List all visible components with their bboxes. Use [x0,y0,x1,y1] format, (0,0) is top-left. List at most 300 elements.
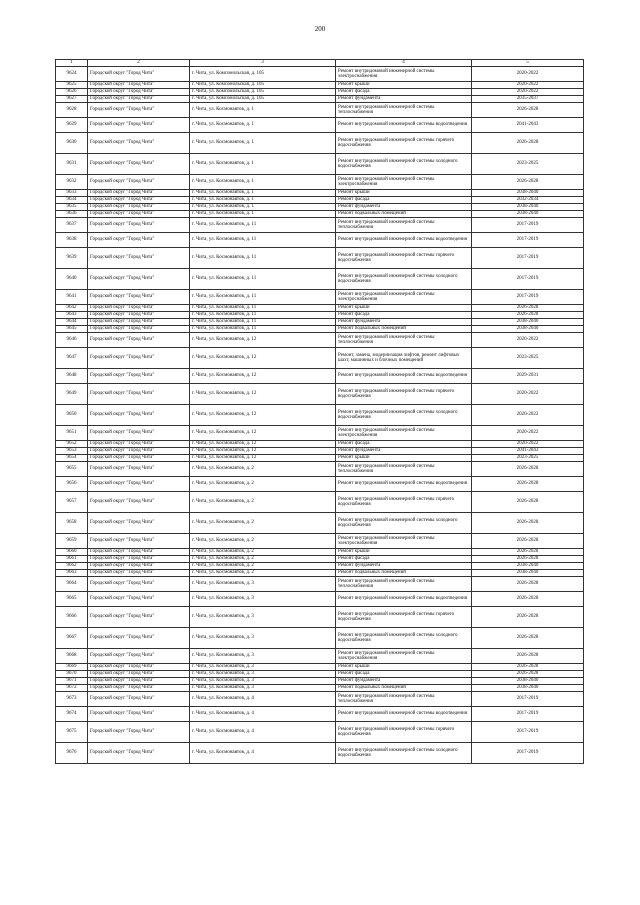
period-cell: 2020-2022 [472,82,584,89]
municipality-cell: Городской округ "Город Чита" [88,743,190,764]
period-cell: 2020-2022 [472,384,584,405]
address-cell: г. Чита, ул. Космонавтов, д. 3 [190,607,336,628]
row-number: 9637 [56,218,88,233]
table-row [56,477,584,492]
table-row [56,607,584,628]
row-number: 9633 [56,190,88,197]
row-number: 9649 [56,384,88,405]
work-type-cell: Ремонт фасада [336,441,472,448]
table-row [56,118,584,133]
period-cell: 2026-2028 [472,492,584,513]
address-cell: г. Чита, ул. Космонавтов, д. 2 [190,563,336,570]
municipality-cell: Городской округ "Город Чита" [88,175,190,190]
row-number: 9632 [56,175,88,190]
municipality-cell: Городской округ "Город Чита" [88,269,190,290]
period-cell: 2020-2022 [472,405,584,426]
row-number: 9672 [56,685,88,692]
work-type-cell: Ремонт внутридомовой инженерной системы горячего водоснабжения [336,607,472,628]
column-header: 2 [88,60,190,67]
municipality-cell: Городской округ "Город Чита" [88,577,190,592]
municipality-cell: Городской округ "Город Чита" [88,319,190,326]
table-row [56,426,584,441]
municipality-cell: Городской округ "Город Чита" [88,722,190,743]
period-cell: 2026-2028 [472,664,584,671]
table-row [56,671,584,678]
period-cell: 2041-2043 [472,448,584,455]
table-row [56,570,584,577]
work-type-cell: Ремонт фасада [336,671,472,678]
row-number: 9664 [56,577,88,592]
row-number: 9666 [56,607,88,628]
work-type-cell: Ремонт внутридомовой инженерной системы водоотведения [336,707,472,722]
municipality-cell: Городской округ "Город Чита" [88,477,190,492]
municipality-cell: Городской округ "Город Чита" [88,103,190,118]
work-type-cell: Ремонт внутридомовой инженерной системы электроснабжения [336,649,472,664]
period-cell: 2023-2025 [472,455,584,462]
row-number: 9630 [56,133,88,154]
table-row [56,269,584,290]
table-row [56,462,584,477]
row-number: 9625 [56,82,88,89]
period-cell: 2026-2028 [472,534,584,549]
address-cell: г. Чита, ул. Космонавтов, д. 11 [190,233,336,248]
municipality-cell: Городской округ "Город Чита" [88,441,190,448]
address-cell: г. Чита, ул. Космонавтов, д. 12 [190,348,336,369]
address-cell: г. Чита, ул. Космонавтов, д. 2 [190,534,336,549]
table-row [56,692,584,707]
municipality-cell: Городской округ "Город Чита" [88,348,190,369]
work-type-cell: Ремонт крыши [336,82,472,89]
municipality-cell: Городской округ "Город Чита" [88,592,190,607]
address-cell: г. Чита, ул. Космонавтов, д. 4 [190,692,336,707]
table-row [56,707,584,722]
period-cell: 2026-2028 [472,103,584,118]
table-row [56,154,584,175]
work-type-cell: Ремонт внутридомовой инженерной системы холодного водоснабжения [336,513,472,534]
period-cell: 2017-2019 [472,692,584,707]
work-type-cell: Ремонт крыши [336,455,472,462]
table-row [56,628,584,649]
period-cell: 2017-2019 [472,233,584,248]
work-type-cell: Ремонт внутридомовой инженерной системы горячего водоснабжения [336,722,472,743]
row-number: 9654 [56,455,88,462]
row-number: 9641 [56,290,88,305]
address-cell: г. Чита, ул. Комсомольская, д. 105 [190,89,336,96]
municipality-cell: Городской округ "Город Чита" [88,678,190,685]
work-type-cell: Ремонт фундамента [336,319,472,326]
table-row [56,103,584,118]
table-row [56,333,584,348]
address-cell: г. Чита, ул. Комсомольская, д. 105 [190,96,336,103]
address-cell: г. Чита, ул. Космонавтов, д. 2 [190,492,336,513]
period-cell: 2029-2031 [472,369,584,384]
row-number: 9638 [56,233,88,248]
municipality-cell: Городской округ "Город Чита" [88,405,190,426]
row-number: 9667 [56,628,88,649]
column-header: 1 [56,60,88,67]
municipality-cell: Городской округ "Город Чита" [88,426,190,441]
work-type-cell: Ремонт внутридомовой инженерной системы водоотведения [336,477,472,492]
table-row [56,534,584,549]
table-row [56,743,584,764]
period-cell: 2026-2028 [472,549,584,556]
row-number: 9659 [56,534,88,549]
table-row [56,248,584,269]
address-cell: г. Чита, ул. Космонавтов, д. 3 [190,685,336,692]
address-cell: г. Чита, ул. Космонавтов, д. 1 [190,175,336,190]
table-row [56,441,584,448]
table-row [56,369,584,384]
address-cell: г. Чита, ул. Космонавтов, д. 11 [190,305,336,312]
table-row [56,190,584,197]
municipality-cell: Городской округ "Город Чита" [88,384,190,405]
row-number: 9660 [56,549,88,556]
period-cell: 2026-2028 [472,556,584,563]
period-cell: 2026-2028 [472,133,584,154]
address-cell: г. Чита, ул. Космонавтов, д. 4 [190,707,336,722]
row-number: 9650 [56,405,88,426]
work-type-cell: Ремонт фундамента [336,96,472,103]
period-cell: 2020-2022 [472,426,584,441]
row-number: 9665 [56,592,88,607]
address-cell: г. Чита, ул. Космонавтов, д. 4 [190,743,336,764]
row-number: 9644 [56,319,88,326]
address-cell: г. Чита, ул. Космонавтов, д. 12 [190,448,336,455]
period-cell: 2020-2022 [472,67,584,82]
column-header: 3 [190,60,336,67]
municipality-cell: Городской округ "Город Чита" [88,89,190,96]
period-cell: 2038-2040 [472,204,584,211]
address-cell: г. Чита, ул. Космонавтов, д. 4 [190,722,336,743]
table-row [56,513,584,534]
table-row [56,312,584,319]
work-type-cell: Ремонт внутридомовой инженерной системы теплоснабжения [336,462,472,477]
address-cell: г. Чита, ул. Космонавтов, д. 3 [190,678,336,685]
table-row [56,197,584,204]
row-number: 9670 [56,671,88,678]
table-row [56,305,584,312]
address-cell: г. Чита, ул. Космонавтов, д. 1 [190,190,336,197]
work-type-cell: Ремонт внутридомовой инженерной системы водоотведения [336,233,472,248]
column-number-row [56,60,584,67]
address-cell: г. Чита, ул. Космонавтов, д. 2 [190,556,336,563]
work-type-cell: Ремонт внутридомовой инженерной системы холодного водоснабжения [336,269,472,290]
address-cell: г. Чита, ул. Космонавтов, д. 3 [190,649,336,664]
address-cell: г. Чита, ул. Космонавтов, д. 2 [190,570,336,577]
table-row [56,175,584,190]
period-cell: 2026-2028 [472,477,584,492]
period-cell: 2026-2028 [472,312,584,319]
address-cell: г. Чита, ул. Космонавтов, д. 1 [190,204,336,211]
work-type-cell: Ремонт внутридомовой инженерной системы горячего водоснабжения [336,248,472,269]
work-type-cell: Ремонт фундамента [336,204,472,211]
work-type-cell: Ремонт внутридомовой инженерной системы горячего водоснабжения [336,384,472,405]
municipality-cell: Городской округ "Город Чита" [88,455,190,462]
municipality-cell: Городской округ "Город Чита" [88,556,190,563]
work-type-cell: Ремонт внутридомовой инженерной системы теплоснабжения [336,103,472,118]
work-type-cell: Ремонт внутридомовой инженерной системы холодного водоснабжения [336,628,472,649]
table-row [56,326,584,333]
work-type-cell: Ремонт внутридомовой инженерной системы горячего водоснабжения [336,133,472,154]
work-type-cell: Ремонт крыши [336,190,472,197]
row-number: 9645 [56,326,88,333]
address-cell: г. Чита, ул. Космонавтов, д. 2 [190,549,336,556]
table-row [56,218,584,233]
table-row [56,592,584,607]
period-cell: 2026-2028 [472,513,584,534]
period-cell: 2038-2040 [472,211,584,218]
period-cell: 2038-2040 [472,319,584,326]
address-cell: г. Чита, ул. Космонавтов, д. 3 [190,592,336,607]
address-cell: г. Чита, ул. Космонавтов, д. 11 [190,290,336,305]
municipality-cell: Городской округ "Город Чита" [88,305,190,312]
address-cell: г. Чита, ул. Космонавтов, д. 11 [190,326,336,333]
municipality-cell: Городской округ "Город Чита" [88,549,190,556]
row-number: 9662 [56,563,88,570]
municipality-cell: Городской округ "Город Чита" [88,664,190,671]
address-cell: г. Чита, ул. Космонавтов, д. 1 [190,197,336,204]
address-cell: г. Чита, ул. Космонавтов, д. 3 [190,664,336,671]
work-type-cell: Ремонт внутридомовой инженерной системы электроснабжения [336,290,472,305]
work-type-cell: Ремонт внутридомовой инженерной системы электроснабжения [336,175,472,190]
row-number: 9635 [56,204,88,211]
row-number: 9642 [56,305,88,312]
row-number: 9643 [56,312,88,319]
work-type-cell: Ремонт фундамента [336,448,472,455]
table-row [56,204,584,211]
row-number: 9671 [56,678,88,685]
address-cell: г. Чита, ул. Космонавтов, д. 2 [190,462,336,477]
municipality-cell: Городской округ "Город Чита" [88,369,190,384]
period-cell: 2017-2019 [472,707,584,722]
row-number: 9631 [56,154,88,175]
period-cell: 2020-2022 [472,89,584,96]
municipality-cell: Городской округ "Город Чита" [88,248,190,269]
column-header: 4 [336,60,472,67]
period-cell: 2017-2019 [472,743,584,764]
table-row [56,577,584,592]
row-number: 9658 [56,513,88,534]
municipality-cell: Городской округ "Город Чита" [88,671,190,678]
municipality-cell: Городской округ "Город Чита" [88,218,190,233]
address-cell: г. Чита, ул. Космонавтов, д. 12 [190,333,336,348]
municipality-cell: Городской округ "Город Чита" [88,118,190,133]
municipality-cell: Городской округ "Город Чита" [88,67,190,82]
address-cell: г. Чита, ул. Комсомольская, д. 105 [190,67,336,82]
table-row [56,556,584,563]
row-number: 9674 [56,707,88,722]
period-cell: 2026-2028 [472,628,584,649]
address-cell: г. Чита, ул. Космонавтов, д. 1 [190,133,336,154]
municipality-cell: Городской округ "Город Чита" [88,154,190,175]
address-cell: г. Чита, ул. Космонавтов, д. 3 [190,671,336,678]
work-type-cell: Ремонт внутридомовой инженерной системы водоотведения [336,592,472,607]
work-type-cell: Ремонт фасада [336,312,472,319]
row-number: 9655 [56,462,88,477]
municipality-cell: Городской округ "Город Чита" [88,462,190,477]
period-cell: 2017-2019 [472,248,584,269]
table-row [56,455,584,462]
work-type-cell: Ремонт внутридомовой инженерной системы холодного водоснабжения [336,743,472,764]
address-cell: г. Чита, ул. Космонавтов, д. 3 [190,628,336,649]
period-cell: 2038-2040 [472,685,584,692]
row-number: 9652 [56,441,88,448]
row-number: 9624 [56,67,88,82]
address-cell: г. Чита, ул. Космонавтов, д. 11 [190,248,336,269]
table-row [56,649,584,664]
period-cell: 2017-2019 [472,722,584,743]
municipality-cell: Городской округ "Город Чита" [88,326,190,333]
work-type-cell: Ремонт внутридомовой инженерной системы водоотведения [336,369,472,384]
work-type-cell: Ремонт внутридомовой инженерной системы теплоснабжения [336,218,472,233]
period-cell: 2017-2019 [472,290,584,305]
period-cell: 2026-2028 [472,175,584,190]
table-row [56,89,584,96]
page-number: 200 [314,25,326,33]
row-number: 9629 [56,118,88,133]
table-row [56,549,584,556]
work-type-cell: Ремонт внутридомовой инженерной системы электроснабжения [336,67,472,82]
table-row [56,96,584,103]
table-row [56,67,584,82]
period-cell: 2026-2028 [472,607,584,628]
period-cell: 2017-2019 [472,269,584,290]
municipality-cell: Городской округ "Город Чита" [88,570,190,577]
work-type-cell: Ремонт подвальных помещений [336,326,472,333]
work-type-cell: Ремонт фасада [336,556,472,563]
row-number: 9653 [56,448,88,455]
municipality-cell: Городской округ "Город Чита" [88,96,190,103]
address-cell: г. Чита, ул. Космонавтов, д. 11 [190,319,336,326]
address-cell: г. Чита, ул. Космонавтов, д. 12 [190,426,336,441]
address-cell: г. Чита, ул. Космонавтов, д. 12 [190,455,336,462]
table-row [56,492,584,513]
table-row [56,319,584,326]
row-number: 9628 [56,103,88,118]
period-cell: 2017-2019 [472,218,584,233]
period-cell: 2026-2028 [472,592,584,607]
period-cell: 2038-2040 [472,563,584,570]
period-cell: 2026-2028 [472,649,584,664]
row-number: 9676 [56,743,88,764]
table-row [56,722,584,743]
row-number: 9651 [56,426,88,441]
work-type-cell: Ремонт фасада [336,197,472,204]
row-number: 9648 [56,369,88,384]
address-cell: г. Чита, ул. Космонавтов, д. 12 [190,384,336,405]
address-cell: г. Чита, ул. Космонавтов, д. 11 [190,269,336,290]
municipality-cell: Городской округ "Город Чита" [88,563,190,570]
municipality-cell: Городской округ "Город Чита" [88,133,190,154]
work-type-cell: Ремонт фундамента [336,563,472,570]
work-type-cell: Ремонт внутридомовой инженерной системы теплоснабжения [336,692,472,707]
municipality-cell: Городской округ "Город Чита" [88,312,190,319]
row-number: 9656 [56,477,88,492]
period-cell: 2023-2025 [472,154,584,175]
work-type-cell: Ремонт внутридомовой инженерной системы водоотведения [336,118,472,133]
municipality-cell: Городской округ "Город Чита" [88,448,190,455]
municipality-cell: Городской округ "Город Чита" [88,513,190,534]
address-cell: г. Чита, ул. Космонавтов, д. 12 [190,441,336,448]
row-number: 9673 [56,692,88,707]
table-row [56,563,584,570]
municipality-cell: Городской округ "Город Чита" [88,607,190,628]
period-cell: 2032-2034 [472,197,584,204]
work-type-cell: Ремонт внутридомовой инженерной системы холодного водоснабжения [336,154,472,175]
row-number: 9647 [56,348,88,369]
address-cell: г. Чита, ул. Космонавтов, д. 2 [190,477,336,492]
municipality-cell: Городской округ "Город Чита" [88,233,190,248]
municipality-cell: Городской округ "Город Чита" [88,534,190,549]
work-type-cell: Ремонт, замена, модернизация лифтов, ремонт лифтовых шахт, машинных и блочных помещений [336,348,472,369]
address-cell: г. Чита, ул. Космонавтов, д. 3 [190,577,336,592]
row-number: 9668 [56,649,88,664]
row-number: 9675 [56,722,88,743]
table-row [56,233,584,248]
period-cell: 2035-2037 [472,96,584,103]
row-number: 9669 [56,664,88,671]
address-cell: г. Чита, ул. Космонавтов, д. 12 [190,405,336,426]
municipality-cell: Городской округ "Город Чита" [88,82,190,89]
address-cell: г. Чита, ул. Комсомольская, д. 105 [190,82,336,89]
work-type-cell: Ремонт фундамента [336,678,472,685]
row-number: 9634 [56,197,88,204]
municipality-cell: Городской округ "Город Чита" [88,204,190,211]
work-type-cell: Ремонт подвальных помещений [336,211,472,218]
period-cell: 2026-2028 [472,305,584,312]
municipality-cell: Городской округ "Город Чита" [88,290,190,305]
column-header: 5 [472,60,584,67]
work-type-cell: Ремонт подвальных помещений [336,685,472,692]
work-type-cell: Ремонт внутридомовой инженерной системы теплоснабжения [336,577,472,592]
period-cell: 2038-2040 [472,326,584,333]
row-number: 9636 [56,211,88,218]
address-cell: г. Чита, ул. Космонавтов, д. 11 [190,312,336,319]
address-cell: г. Чита, ул. Космонавтов, д. 1 [190,211,336,218]
capital-repair-table [55,59,584,764]
period-cell: 2020-2022 [472,441,584,448]
address-cell: г. Чита, ул. Космонавтов, д. 1 [190,103,336,118]
work-type-cell: Ремонт внутридомовой инженерной системы теплоснабжения [336,333,472,348]
row-number: 9640 [56,269,88,290]
work-type-cell: Ремонт внутридомовой инженерной системы электроснабжения [336,534,472,549]
municipality-cell: Городской округ "Город Чита" [88,492,190,513]
row-number: 9626 [56,89,88,96]
work-type-cell: Ремонт внутридомовой инженерной системы электроснабжения [336,426,472,441]
table-row [56,384,584,405]
work-type-cell: Ремонт крыши [336,305,472,312]
period-cell: 2023-2025 [472,348,584,369]
period-cell: 2038-2040 [472,678,584,685]
period-cell: 2041-2043 [472,118,584,133]
work-type-cell: Ремонт фасада [336,89,472,96]
row-number: 9661 [56,556,88,563]
work-type-cell: Ремонт внутридомовой инженерной системы горячего водоснабжения [336,492,472,513]
address-cell: г. Чита, ул. Космонавтов, д. 11 [190,218,336,233]
municipality-cell: Городской округ "Город Чита" [88,685,190,692]
period-cell: 2026-2028 [472,671,584,678]
address-cell: г. Чита, ул. Космонавтов, д. 12 [190,369,336,384]
work-type-cell: Ремонт крыши [336,549,472,556]
table-row [56,448,584,455]
municipality-cell: Городской округ "Город Чита" [88,197,190,204]
municipality-cell: Городской округ "Город Чита" [88,211,190,218]
row-number: 9646 [56,333,88,348]
period-cell: 2038-2040 [472,190,584,197]
table-row [56,685,584,692]
table-row [56,405,584,426]
table-row [56,664,584,671]
